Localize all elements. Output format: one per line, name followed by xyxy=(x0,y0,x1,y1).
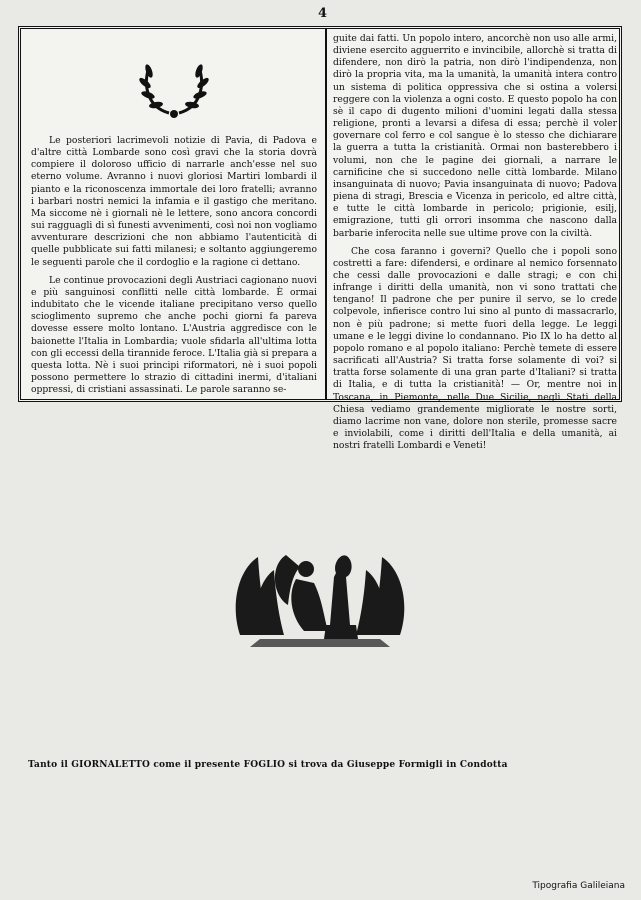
page-number: 4 xyxy=(318,6,328,21)
right-column xyxy=(333,33,617,452)
article-paragraph: Le continue provocazioni degli Austriaci cagionano nuovi e più sanguinosi conflitti nelle città lombarde. È ormai indubitato che le vicende italiane precipitano verso quello scioglimento supremo che anche pochi giorni fa pareva dovesse essere molto lontano. L'Austria aggredisce con le baionette l'Italia in Lombardia; vuole sfidarla all'ultima lotta con gli eccessi della tirannide feroce. L'Italia già si prepara a questa lotta. Nè i suoi principi riformatori, nè i suoi popoli possono permettere lo strazio di cittadini inermi, d'italiani oppressi, di cristiani assassinati. Le parole saranno se- xyxy=(31,274,317,396)
mourning-angel-vignette xyxy=(230,535,410,650)
laurel-wreath-icon xyxy=(139,57,209,119)
article-paragraph: Le posteriori lacrimevoli notizie di Pavia, di Padova e d'altre città Lombarde sono così gravi che la storia dovrà compiere il doloroso ufficio di narrarle anch'esse nel suo eterno volume. Avranno i nuovi gloriosi Martiri lombardi il pianto e la riconoscenza immortale dei loro fratelli; avranno i barbari nostri nemici la infamia e il gastigo che meritano. Ma siccome nè i giornali nè le lettere, sono ancora concordi sui ragguagli di sì funesti avvenimenti, così noi non vogliamo avventurare descrizioni che non abbiamo l'autenticità di quelle pubblicate sui fatti milanesi; e soltanto aggiungeremo le seguenti parole che il cordoglio e la ragione ci dettano. xyxy=(31,135,317,268)
article-frame xyxy=(18,26,622,452)
left-column xyxy=(31,33,317,395)
column-divider xyxy=(325,29,327,399)
footer-notice: Tanto il GIORNALETTO come il presente FOGLIO si trova da Giuseppe Formigli in Condotta xyxy=(28,760,508,770)
printer-credit: Tipografia Galileiana xyxy=(532,881,625,891)
article-paragraph: guite dai fatti. Un popolo intero, ancorchè non uso alle armi, diviene esercito agguerrito e invincibile, allorchè si tratta di difendere, non dirò la patria, non dirò l'indipendenza, non dirò la propria vita, ma la umanità, la umanità intera contro un sistema di politica oppressiva che si ostina a volersi reggere con la violenza a ogni costo. E questo popolo ha con sè il capo di dugento milioni d'uomini legati dalla stessa religione, pronti a levarsi a difesa di essa; perchè il voler governare col ferro e col sangue è lo stesso che dichiarare la guerra a tutta la cristianità. Ormai non basterebbero i volumi, non che le pagine dei giornali, a narrare le carnificine che si succedono nelle città lombarde. Milano insanguinata di nuovo; Pavia insanguinata di nuovo; Padova piena di stragi, Brescia e Vicenza in pericolo, ed altre città, e tutte le città lombarde in pericolo; prigionie, esilj, emigrazione, tutti gli orrori insomma che nascono dalla barbarie inferocita nelle sue ultime prove con la civiltà. xyxy=(333,33,617,239)
article-paragraph: Che cosa faranno i governi? Quello che i popoli sono costretti a fare: difendersi, e ordinare al nemico forsennato che cessi dalle provocazioni e dalle stragi; e con chi infrange i diritti della umanità, non vi sono trattati che tengano! Il padrone che per punire il servo, se lo crede colpevole, infierisce contro lui sino al punto di massacrarlo, non è più padrone; si mette fuori della legge. Le leggi umane e le leggi divine lo condannano. Pio IX lo ha detto al popolo romano e al popolo italiano: Perchè temete di essere sacrificati all'Austria? Si tratta forse solamente di voi? si tratta forse solamente di una gran parte d'Italiani? si tratta di Italia, e di tutta la cristianità! — Or, mentre noi in Toscana, in Piemonte, nelle Due Sicilie, negli Stati della Chiesa vediamo grandemente migliorate le nostre sorti, diamo lacrime non vane, dolore non sterile, promesse sacre e inviolabili, come i diritti dell'Italia e della umanità, ai nostri fratelli Lombardi e Veneti! xyxy=(333,245,617,452)
